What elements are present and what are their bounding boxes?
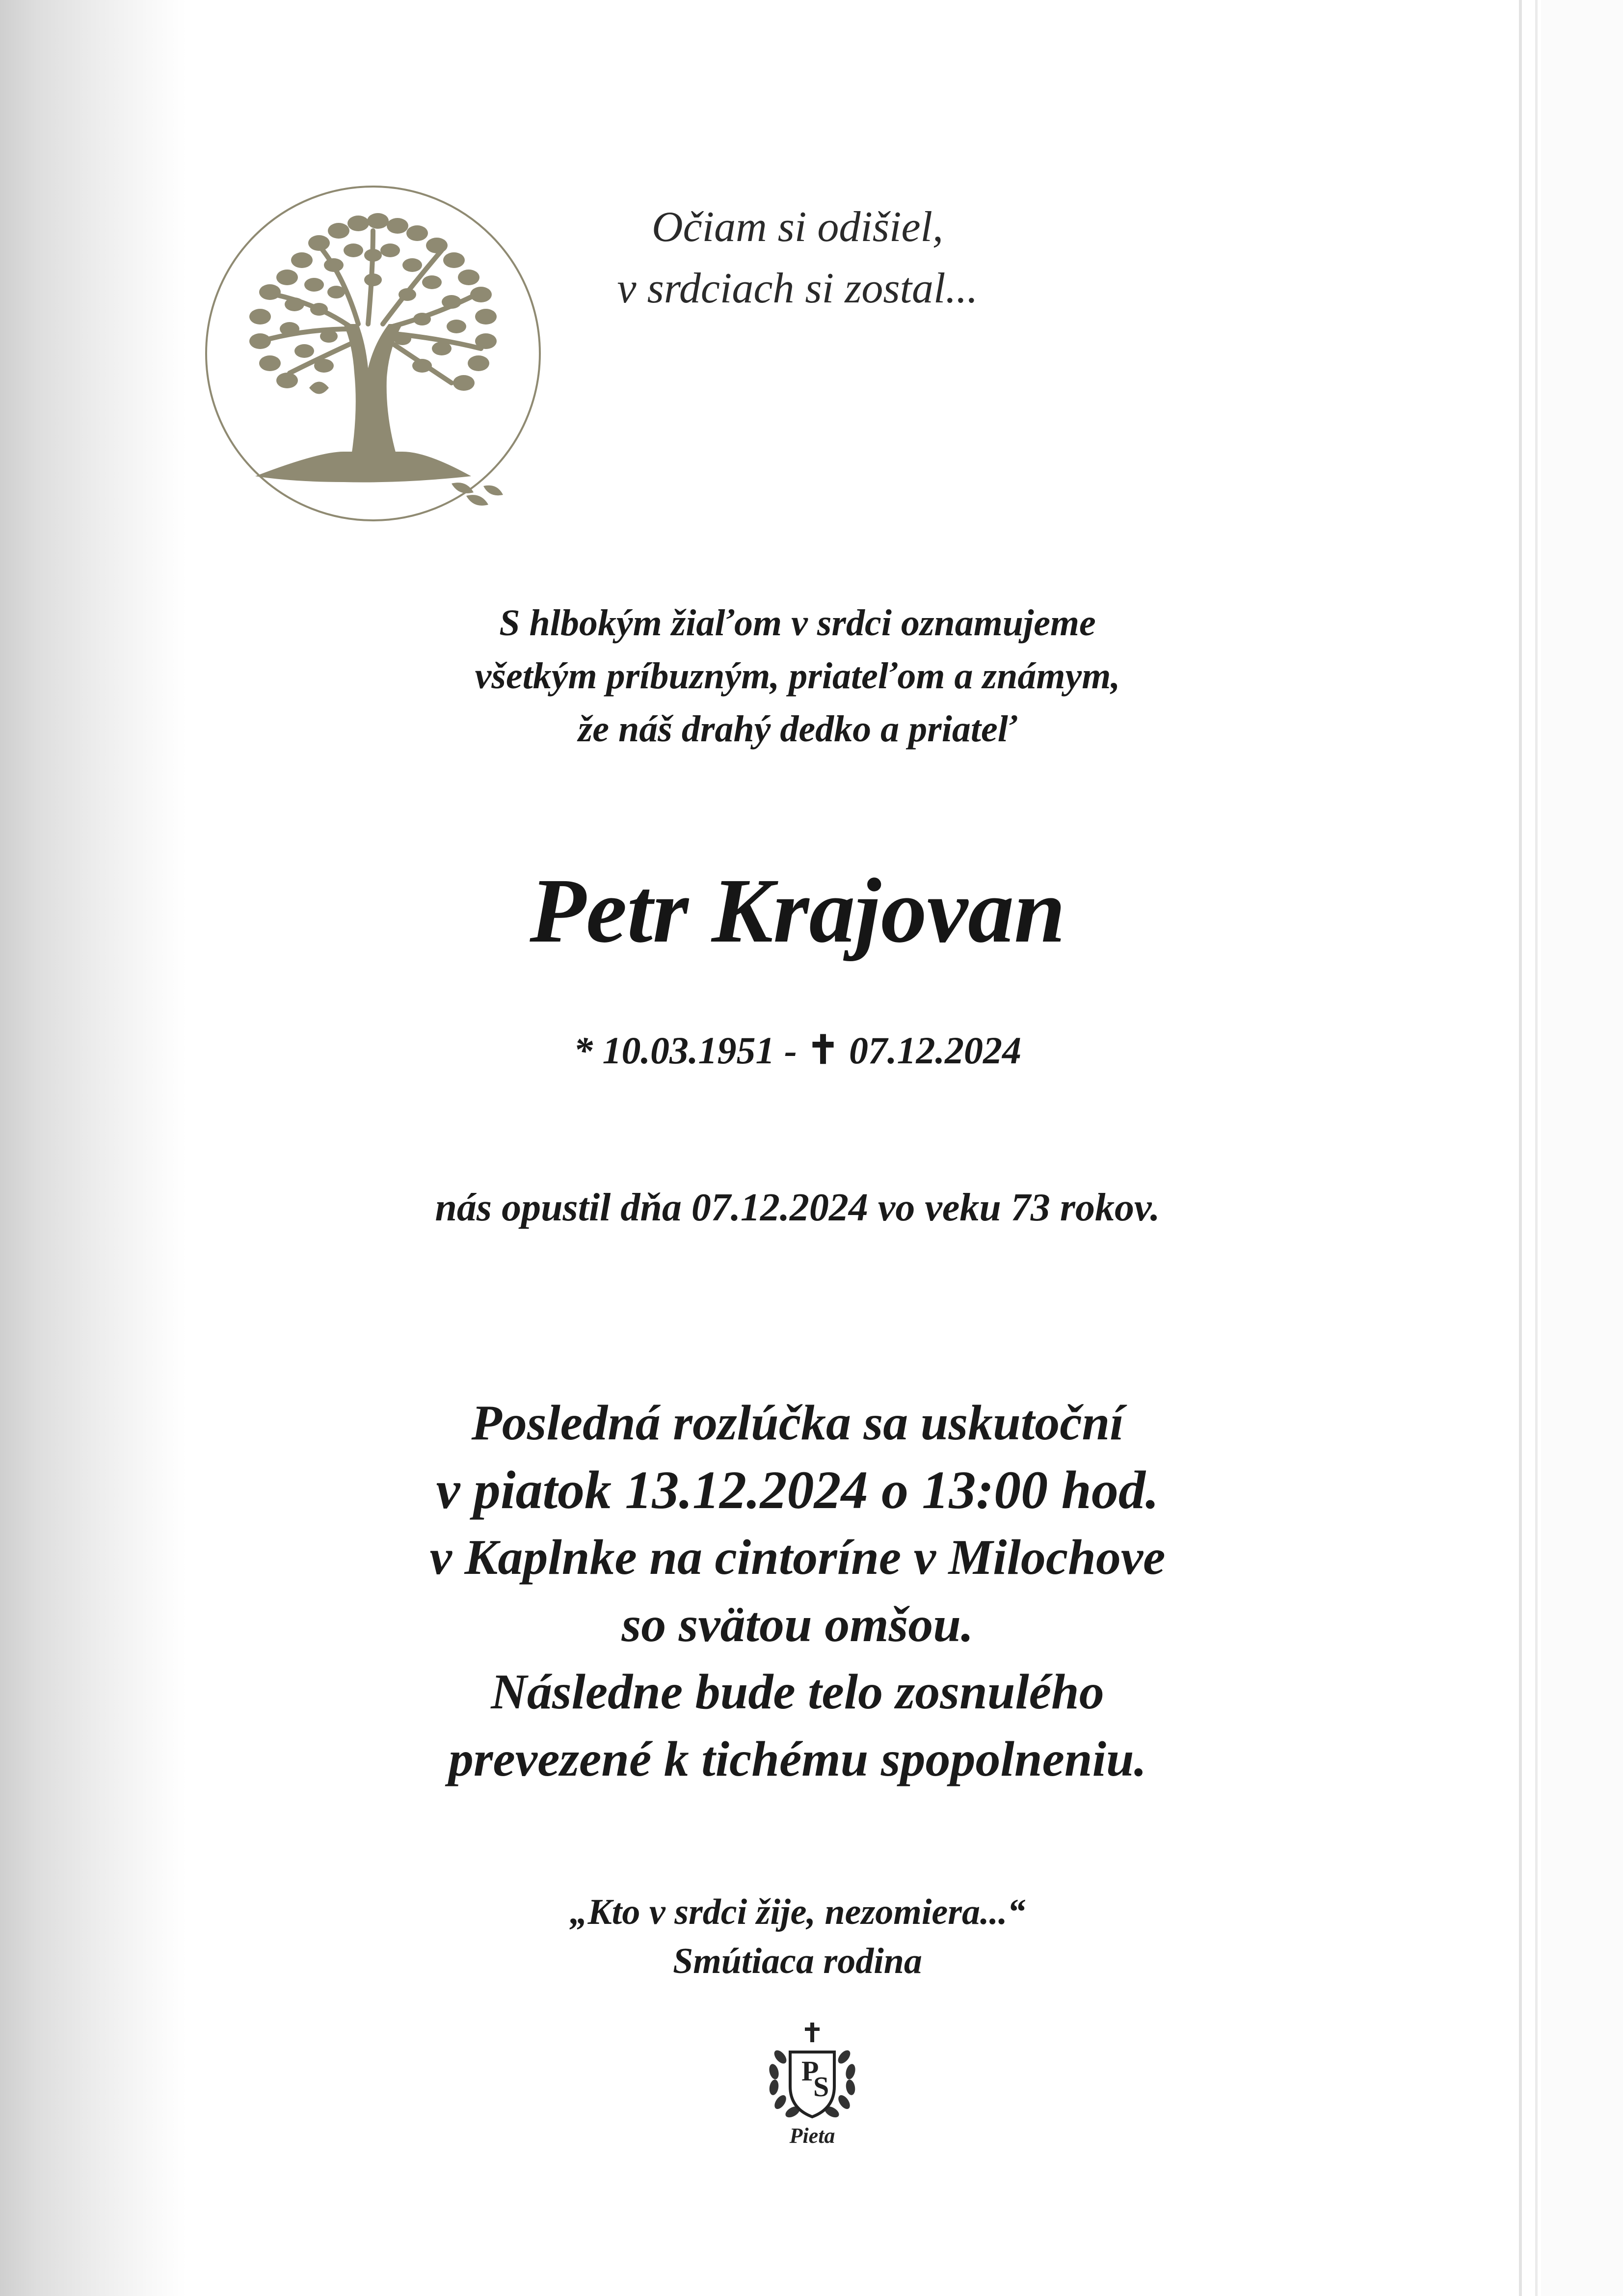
motto [540, 196, 1055, 319]
birth-date: * 10.03.1951 - [573, 1029, 797, 1072]
motto-line: Očiam si odišiel, [652, 203, 943, 251]
death-notice: nás opustil dňa 07.12.2024 vo veku 73 rokov. [435, 1186, 1160, 1229]
family-signature: Smútiaca rodina [673, 1941, 922, 1981]
page-edge-line [1519, 0, 1522, 2296]
funeral-line: so svätou omšou. [621, 1597, 974, 1652]
announcement-line: všetkým príbuzným, priateľom a známym, [475, 655, 1120, 697]
cross-icon: ✝ [806, 1029, 840, 1072]
deceased-name: Petr Krajovan [530, 859, 1065, 962]
logo-monogram-p: P [801, 2055, 819, 2087]
funeral-line: v piatok 13.12.2024 o 13:00 hod. [436, 1460, 1159, 1520]
announcement [344, 596, 1251, 756]
pieta-wreath-logo [763, 2023, 861, 2150]
announcement-line: že náš drahý dedko a priateľ [578, 708, 1017, 750]
funeral-line: Následne bude telo zosnulého [491, 1664, 1104, 1720]
logo-caption: Pieta [789, 2124, 835, 2148]
motto-line: v srdciach si zostal... [617, 265, 978, 312]
closing-quote: „Kto v srdci žije, nezomiera...“ [569, 1892, 1026, 1932]
page-edge-line [1535, 0, 1538, 2296]
funeral-info [270, 1389, 1325, 1793]
funeral-line: Posledná rozlúčka sa uskutoční [471, 1395, 1124, 1451]
life-dates [344, 1024, 1251, 1078]
closing [393, 1888, 1202, 1986]
logo-monogram-s: S [813, 2071, 829, 2103]
funeral-line: v Kaplnke na cintoríne v Milochove [429, 1530, 1166, 1585]
funeral-line: prevezené k tichému spopolneniu. [448, 1731, 1147, 1787]
page-edge-strip [1541, 0, 1623, 2296]
death-date: 07.12.2024 [849, 1029, 1021, 1072]
announcement-line: S hlbokým žiaľom v srdci oznamujeme [499, 602, 1096, 644]
scan-shadow [0, 0, 186, 2296]
tree-of-life-icon [196, 177, 550, 530]
